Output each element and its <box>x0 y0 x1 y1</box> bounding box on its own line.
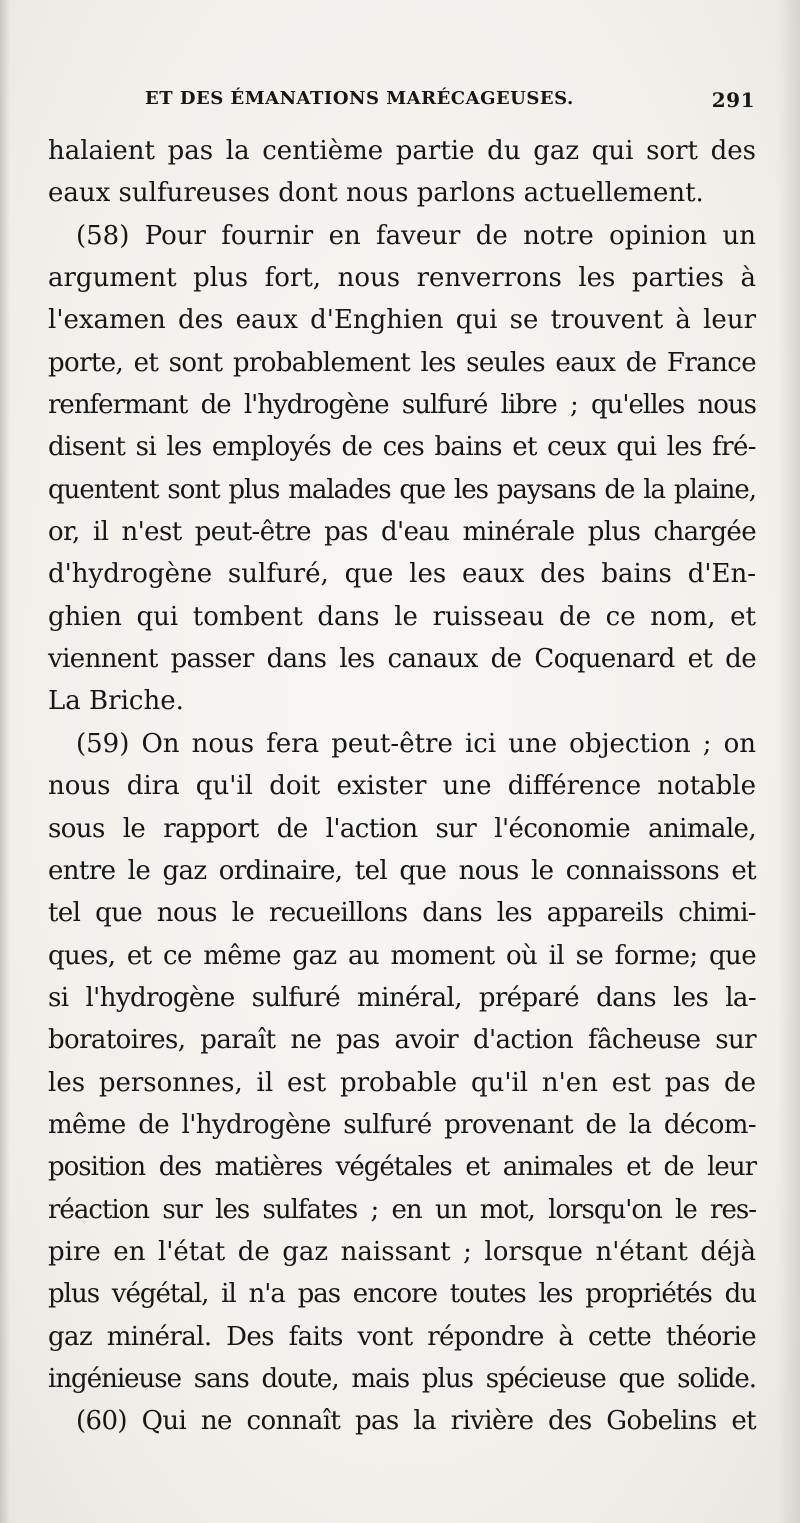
text-line: sous le rapport de l'action sur l'économie animale, <box>48 813 756 844</box>
text-line: ingénieuse sans doute, mais plus spécieuse que solide. <box>48 1363 756 1394</box>
text-line: position des matières végétales et animales et de leur <box>48 1152 756 1183</box>
page-right-edge-shadow <box>778 0 800 1523</box>
page-left-edge-shadow <box>0 0 10 1523</box>
text-line: La Briche. <box>48 686 184 717</box>
text-line: gaz minéral. Des faits vont répondre à cette théorie <box>48 1321 756 1352</box>
text-line: même de l'hydrogène sulfuré provenant de la décom- <box>48 1109 756 1140</box>
text-line: argument plus fort, nous renverrons les parties à <box>48 263 756 294</box>
text-line: d'hydrogène sulfuré, que les eaux des bains d'En- <box>48 559 756 590</box>
text-line: boratoires, paraît ne pas avoir d'action fâcheuse sur <box>48 1025 756 1056</box>
text-line: les personnes, il est probable qu'il n'en est pas de <box>48 1067 756 1098</box>
text-line: si l'hydrogène sulfuré minéral, préparé dans les la- <box>48 982 756 1013</box>
text-line: eaux sulfureuses dont nous parlons actuellement. <box>48 178 704 209</box>
text-line: réaction sur les sulfates ; en un mot, lorsqu'on le res- <box>48 1194 756 1225</box>
text-line: entre le gaz ordinaire, tel que nous le connaissons et <box>48 855 756 886</box>
page-number: 291 <box>711 88 755 112</box>
text-line: plus végétal, il n'a pas encore toutes les propriétés du <box>48 1279 756 1310</box>
text-line: renfermant de l'hydrogène sulfuré libre ; qu'elles nous <box>48 390 756 421</box>
text-line: porte, et sont probablement les seules eaux de France <box>48 347 756 378</box>
text-line: ques, et ce même gaz au moment où il se forme; que <box>48 940 756 971</box>
text-line: disent si les employés de ces bains et ceux qui les fré- <box>48 432 756 463</box>
body-text <box>48 130 756 1443</box>
paragraph-59-start: (59) On nous fera peut-être ici une objection ; on <box>76 728 756 759</box>
text-line: l'examen des eaux d'Enghien qui se trouvent à leur <box>48 305 756 336</box>
text-line: quentent sont plus malades que les paysans de la plaine, <box>48 474 756 505</box>
text-line: halaient pas la centième partie du gaz qui sort des <box>48 136 756 166</box>
page-header <box>145 88 755 114</box>
text-line: viennent passer dans les canaux de Coquenard et de <box>48 644 756 675</box>
text-line: or, il n'est peut-être pas d'eau minérale plus chargée <box>48 517 756 548</box>
text-line: ghien qui tombent dans le ruisseau de ce nom, et <box>48 601 756 632</box>
text-line: pire en l'état de gaz naissant ; lorsque n'étant déjà <box>48 1236 756 1267</box>
paragraph-58-start: (58) Pour fournir en faveur de notre opinion un <box>76 220 756 251</box>
text-line: nous dira qu'il doit exister une différence notable <box>48 771 756 802</box>
running-head: ET DES ÉMANATIONS MARÉCAGEUSES. <box>145 88 574 109</box>
paragraph-60-start: (60) Qui ne connaît pas la rivière des Gobelins et <box>76 1406 756 1437</box>
text-line: tel que nous le recueillons dans les appareils chimi- <box>48 898 756 929</box>
